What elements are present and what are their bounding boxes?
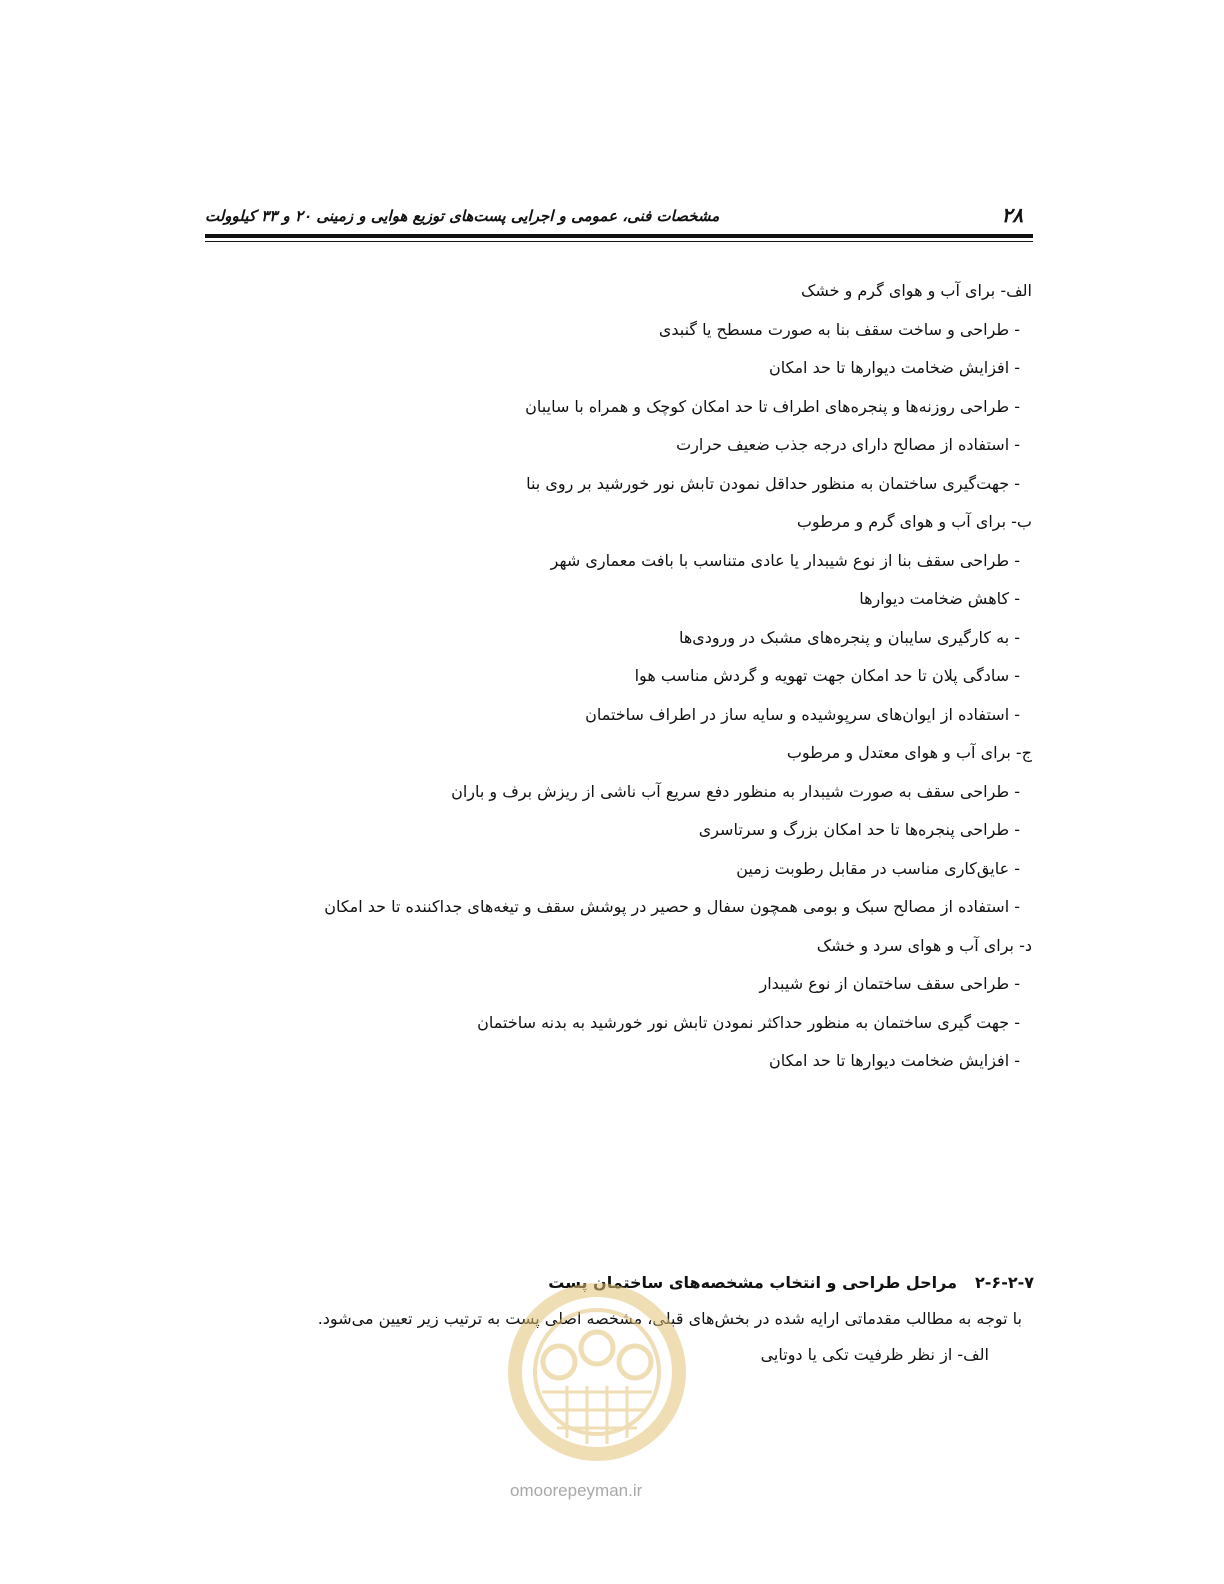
- climate-heading: د- برای آب و هوای سرد و خشک: [816, 935, 1032, 955]
- list-item: - طراحی سقف بنا از نوع شیبدار یا عادی متناسب با بافت معماری شهر: [550, 550, 1020, 570]
- section-paragraph: با توجه به مطالب مقدماتی ارایه شده در بخش‌های قبلی، مشخصه اصلی پست به ترتیب زیر تعیین می‌شود.: [317, 1309, 1022, 1328]
- climate-guidelines-list: [312, 272, 1032, 1081]
- running-title: مشخصات فنی، عمومی و اجرایی پست‌های توزیع هوایی و زمینی ۲۰ و ۳۳ کیلوولت: [205, 207, 720, 225]
- list-item: - طراحی روزنه‌ها و پنجره‌های اطراف تا حد امکان کوچک و همراه با سایبان: [525, 396, 1020, 416]
- list-item: - طراحی و ساخت سقف بنا به صورت مسطح یا گنبدی: [658, 319, 1020, 339]
- watermark-logo: [497, 1262, 697, 1502]
- climate-heading: الف- برای آب و هوای گرم و خشک: [801, 281, 1032, 300]
- page-header: [205, 203, 1033, 243]
- page-number: ۲۸: [1001, 203, 1023, 227]
- list-item: - افزایش ضخامت دیوارها تا حد امکان: [769, 1051, 1020, 1070]
- list-item: - کاهش ضخامت دیوارها: [859, 589, 1020, 608]
- list-item: - جهت‌گیری ساختمان به منظور حداقل نمودن تابش نور خورشید بر روی بنا: [526, 473, 1020, 493]
- list-item: - استفاده از ایوان‌های سرپوشیده و سایه ساز در اطراف ساختمان: [585, 704, 1020, 724]
- list-item: - افزایش ضخامت دیوارها تا حد امکان: [769, 358, 1020, 377]
- section-subheading: الف- از نظر ظرفیت تکی یا دوتایی: [760, 1345, 989, 1364]
- section-title: مراحل طراحی و انتخاب مشخصه‌های ساختمان پست: [548, 1273, 958, 1292]
- list-item: - جهت گیری ساختمان به منظور حداکثر نمودن تابش نور خورشید به بدنه ساختمان: [477, 1012, 1020, 1032]
- section-number: ۲-۶-۲-۷: [975, 1273, 1034, 1292]
- watermark-url: omoorepeyman.ir: [510, 1481, 643, 1500]
- climate-heading: ج- برای آب و هوای معتدل و مرطوب: [786, 743, 1032, 762]
- header-rule-thick: [205, 234, 1033, 238]
- list-item: - استفاده از مصالح دارای درجه جذب ضعیف حرارت: [676, 435, 1020, 454]
- list-item: - سادگی پلان تا حد امکان جهت تهویه و گردش مناسب هوا: [634, 666, 1020, 685]
- list-item: - به کارگیری سایبان و پنجره‌های مشبک در ورودی‌ها: [678, 627, 1020, 647]
- list-item: - استفاده از مصالح سبک و بومی همچون سفال و حصیر در پوشش سقف و تیغه‌های جداکننده تا حد امکان: [324, 897, 1020, 916]
- list-item: - طراحی سقف ساختمان از نوع شیبدار: [759, 974, 1020, 993]
- header-rule-thin: [205, 241, 1033, 242]
- list-item: - عایق‌کاری مناسب در مقابل رطوبت زمین: [736, 858, 1020, 878]
- climate-heading: ب- برای آب و هوای گرم و مرطوب: [796, 512, 1032, 531]
- list-item: - طراحی سقف به صورت شیبدار به منظور دفع سریع آب ناشی از ریزش برف و باران: [451, 781, 1020, 801]
- list-item: - طراحی پنجره‌ها تا حد امکان بزرگ و سرتاسری: [698, 820, 1020, 839]
